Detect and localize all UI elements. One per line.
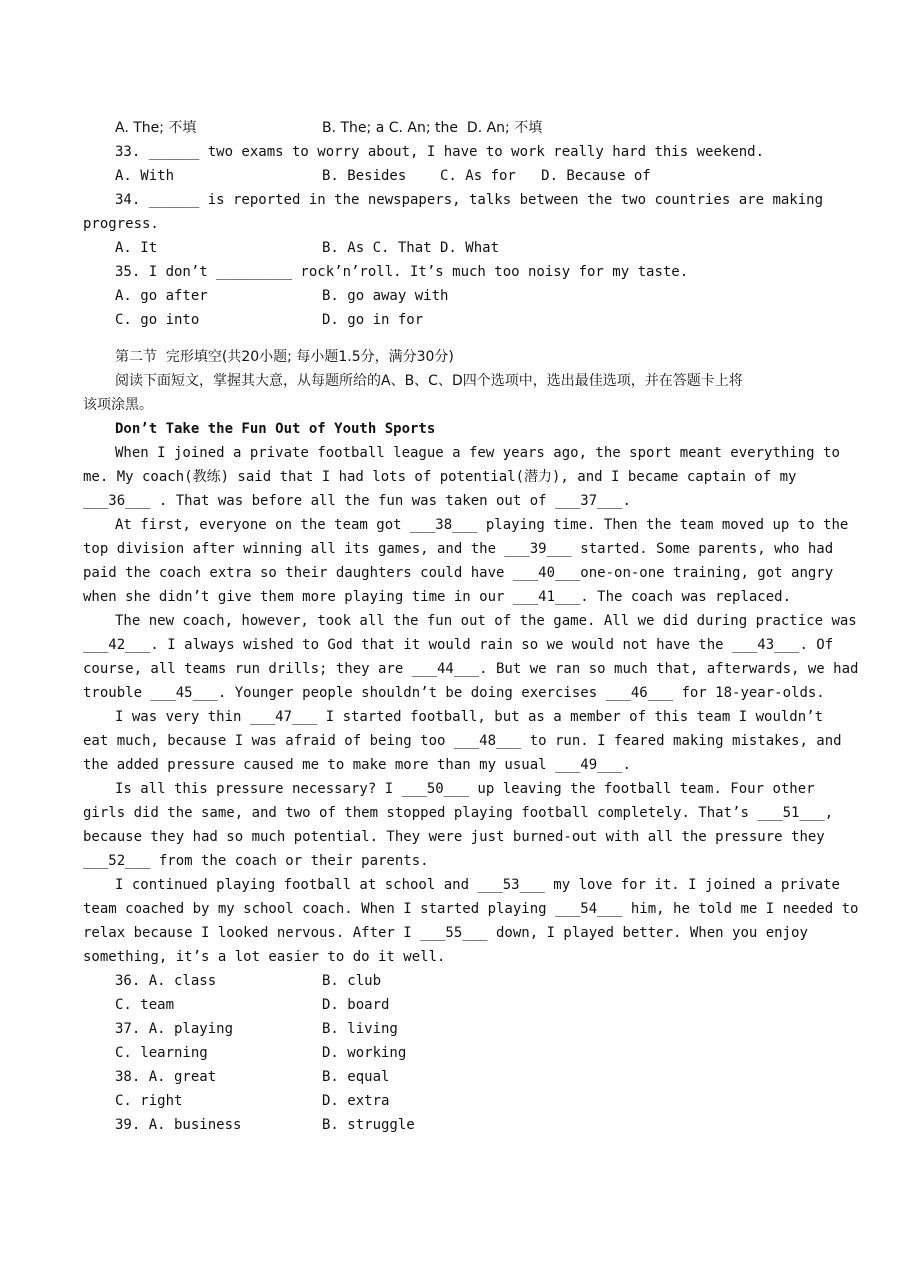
passage-line: something, it’s a lot easier to do it well.	[83, 949, 446, 965]
option-right: B. club	[322, 973, 382, 989]
passage-line: the added pressure caused me to make more than my usual ___49___.	[83, 757, 631, 773]
passage-line: team coached by my school coach. When I started playing ___54___ him, he told me I needed to	[83, 901, 859, 917]
passage-line: top division after winning all its games, and the ___39___ started. Some parents, who had	[83, 541, 834, 557]
option-right: B. The; a C. An; the D. An; 不填	[322, 120, 543, 136]
q35-options-row-1	[83, 284, 828, 308]
passage-line: Is all this pressure necessary? I ___50___ up leaving the football team. Four other	[115, 781, 815, 797]
option-left: A. go after	[115, 288, 208, 304]
option-left: C. team	[115, 997, 175, 1013]
option-right: D. working	[322, 1045, 407, 1061]
option-left: A. The; 不填	[115, 120, 197, 136]
option-row	[83, 1089, 828, 1113]
option-right: B. go away with	[322, 288, 449, 304]
q33-stem: 33. ______ two exams to worry about, I have to work really hard this weekend.	[115, 144, 765, 160]
q35-options-row-2	[83, 308, 828, 332]
q35-stem: 35. I don’t _________ rock’n’roll. It’s much too noisy for my taste.	[115, 264, 689, 280]
passage-line: paid the coach extra so their daughters could have ___40___one-on-one training, got angry	[83, 565, 834, 581]
passage-line: At first, everyone on the team got ___38___ playing time. Then the team moved up to the	[115, 517, 849, 533]
section-gap	[83, 332, 828, 345]
option-right: B. equal	[322, 1069, 390, 1085]
option-row	[83, 1017, 828, 1041]
option-row	[83, 1113, 828, 1137]
option-right: B. Besides C. As for D. Because of	[322, 168, 651, 184]
passage-line: I was very thin ___47___ I started football, but as a member of this team I wouldn’t	[115, 709, 824, 725]
option-row	[83, 969, 828, 993]
passage-line: The new coach, however, took all the fun out of the game. All we did during practice was	[115, 613, 857, 629]
exam-page	[83, 116, 859, 1137]
option-left: 36. A. class	[115, 973, 217, 989]
option-left: C. learning	[115, 1045, 208, 1061]
option-row	[83, 1065, 828, 1089]
passage-body	[83, 441, 859, 969]
option-right: D. go in for	[322, 312, 424, 328]
passage-line: girls did the same, and two of them stopped playing football completely. That’s ___51___,	[83, 805, 834, 821]
passage-title: Don’t Take the Fun Out of Youth Sports	[115, 421, 436, 437]
option-left: A. It	[115, 240, 158, 256]
passage-line: ___36___ . That was before all the fun was taken out of ___37___.	[83, 493, 631, 509]
option-left: A. With	[115, 168, 175, 184]
option-left: 37. A. playing	[115, 1021, 234, 1037]
instruction-line-1: 阅读下面短文，掌握其大意，从每题所给的A、B、C、D四个选项中，选出最佳选项，并在答题卡上将	[115, 373, 743, 389]
passage-line: I continued playing football at school and ___53___ my love for it. I joined a private	[115, 877, 840, 893]
passage-line: trouble ___45___. Younger people shouldn’t be doing exercises ___46___ for 18-year-olds.	[83, 685, 825, 701]
option-left: 38. A. great	[115, 1069, 217, 1085]
q34-stem-line-2: progress.	[83, 216, 159, 232]
passage-line: me. My coach(教练) said that I had lots of potential(潜力), and I became captain of my	[83, 469, 797, 485]
q34-options	[83, 236, 828, 260]
passage-line: course, all teams run drills; they are ___44___. But we ran so much that, afterwards, we had	[83, 661, 859, 677]
passage-line: relax because I looked nervous. After I ___55___ down, I played better. When you enjoy	[83, 925, 808, 941]
q33-options	[83, 164, 828, 188]
passage-line: when she didn’t give them more playing time in our ___41___. The coach was replaced.	[83, 589, 792, 605]
passage-line: ___52___ from the coach or their parents.	[83, 853, 429, 869]
q32-options	[83, 116, 828, 140]
option-right: B. living	[322, 1021, 398, 1037]
option-right: B. struggle	[322, 1117, 415, 1133]
option-left: 39. A. business	[115, 1117, 242, 1133]
passage-line: because they had so much potential. They were just burned-out with all the pressure they	[83, 829, 825, 845]
q34-stem-line-1: 34. ______ is reported in the newspapers, talks between the two countries are making	[115, 192, 824, 208]
option-right: B. As C. That D. What	[322, 240, 500, 256]
option-right: D. extra	[322, 1093, 390, 1109]
option-row	[83, 1041, 828, 1065]
section-title: 第二节 完形填空(共20小题; 每小题1.5分，满分30分)	[115, 349, 454, 365]
option-left: C. go into	[115, 312, 200, 328]
passage-line: ___42___. I always wished to God that it would rain so we would not have the ___43___. Of	[83, 637, 834, 653]
option-left: C. right	[115, 1093, 183, 1109]
answer-options	[83, 969, 828, 1137]
passage-line: When I joined a private football league a few years ago, the sport meant everything to	[115, 445, 840, 461]
instruction-line-2: 该项涂黑。	[83, 397, 153, 413]
passage-line: eat much, because I was afraid of being too ___48___ to run. I feared making mistakes, and	[83, 733, 842, 749]
option-row	[83, 993, 828, 1017]
option-right: D. board	[322, 997, 390, 1013]
